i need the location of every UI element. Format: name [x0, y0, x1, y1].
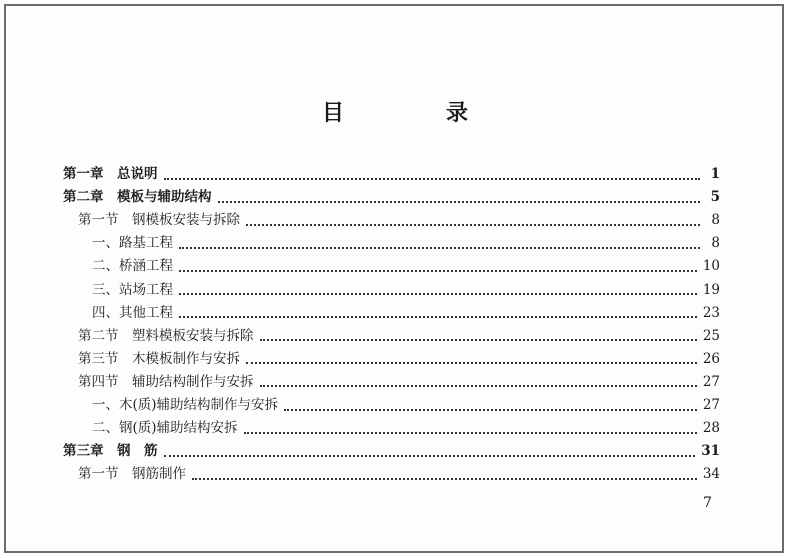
toc-entry[interactable] — [92, 232, 720, 254]
dot-leader — [164, 177, 701, 180]
toc-entry-label: 第一节 钢筋制作 — [78, 466, 186, 483]
toc-entry-label: 第一章 总说明 — [63, 166, 158, 182]
toc-entry-page: 31 — [701, 443, 720, 460]
toc-entry-page: 25 — [702, 327, 720, 344]
toc-entry[interactable] — [92, 417, 720, 439]
toc-entry-label: 二、桥涵工程 — [92, 258, 173, 275]
dot-leader — [179, 269, 697, 272]
dot-leader — [164, 454, 696, 457]
toc-entry[interactable] — [92, 394, 720, 416]
toc-entry[interactable] — [92, 279, 720, 301]
dot-leader — [246, 361, 697, 364]
toc-entry[interactable] — [78, 371, 720, 393]
toc-entry-page: 19 — [702, 281, 720, 298]
toc-entry-page: 10 — [702, 258, 720, 275]
dot-leader — [218, 200, 701, 203]
toc-entry-label: 第二节 塑料模板安装与拆除 — [78, 327, 254, 344]
toc-entry-label: 第三节 木模板制作与安拆 — [78, 350, 240, 367]
toc-entry-label: 第三章 钢 筋 — [63, 443, 158, 460]
toc-entry-page: 27 — [702, 397, 720, 413]
toc-entry-label: 第一节 钢模板安装与拆除 — [78, 212, 240, 229]
toc-entry[interactable] — [63, 440, 720, 462]
toc-entry[interactable] — [78, 325, 720, 347]
toc-entry[interactable] — [92, 302, 720, 324]
dot-leader — [192, 477, 697, 480]
toc-entry-label: 第四节 辅助结构制作与安拆 — [78, 373, 254, 390]
toc-entry-label: 一、木(质)辅助结构制作与安拆 — [92, 397, 279, 413]
dot-leader — [260, 384, 697, 387]
toc-entry-page: 1 — [710, 166, 720, 182]
dot-leader — [260, 338, 697, 341]
toc-entry[interactable] — [63, 163, 720, 185]
toc-entry[interactable] — [78, 463, 720, 485]
toc-entry-label: 二、钢(质)辅助结构安拆 — [92, 420, 238, 437]
dot-leader — [244, 431, 697, 434]
toc-entry[interactable] — [78, 348, 720, 370]
dot-leader — [179, 292, 697, 295]
toc-entry-page: 8 — [711, 212, 720, 229]
toc-entry-page: 34 — [702, 466, 720, 483]
dot-leader — [179, 246, 700, 249]
toc-entry-page: 27 — [702, 373, 720, 390]
toc-entry-label: 四、其他工程 — [92, 304, 173, 321]
page-number: 7 — [703, 495, 712, 511]
toc-entry-page: 28 — [702, 420, 720, 437]
toc-entry[interactable] — [63, 186, 720, 208]
toc-entry-page: 23 — [702, 304, 720, 321]
toc-entry-page: 8 — [711, 235, 720, 252]
toc-entry-page: 26 — [702, 350, 720, 367]
toc-entry-label: 一、路基工程 — [92, 235, 173, 252]
toc-entry[interactable] — [78, 209, 720, 231]
dot-leader — [284, 408, 697, 411]
toc-entry-page: 5 — [710, 189, 720, 206]
toc-title: 目 录 — [321, 100, 508, 126]
dot-leader — [179, 315, 697, 318]
toc-entry-label: 第二章 模板与辅助结构 — [63, 189, 212, 206]
dot-leader — [246, 223, 700, 226]
toc-entry-label: 三、站场工程 — [92, 281, 173, 298]
toc-entry[interactable] — [92, 255, 720, 277]
